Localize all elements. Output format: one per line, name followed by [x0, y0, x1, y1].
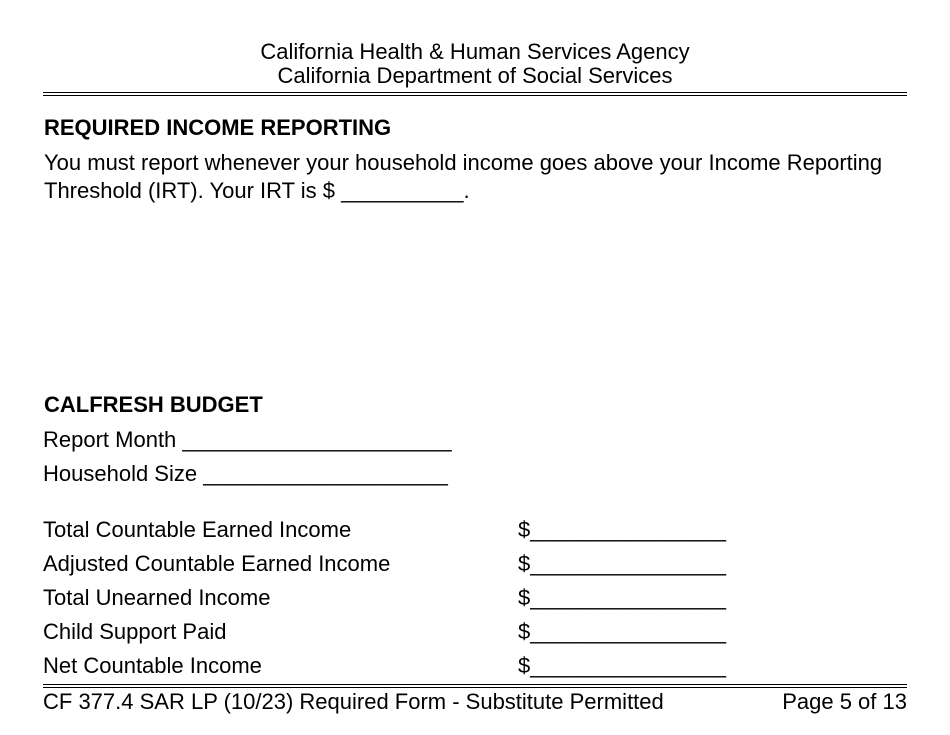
form-identifier: CF 377.4 SAR LP (10/23) Required Form - Substitute Permitted [43, 689, 664, 714]
household-size-label: Household Size ____________________ [43, 461, 448, 486]
budget-row-label: Child Support Paid [43, 619, 227, 644]
budget-row-value: $________________ [518, 551, 727, 576]
report-month-label: Report Month ______________________ [43, 427, 452, 452]
household-size-field [43, 461, 448, 487]
budget-row-label: Adjusted Countable Earned Income [43, 551, 391, 576]
department-name: California Department of Social Services [277, 63, 673, 88]
report-month-field [43, 427, 452, 453]
budget-row-value: $________________ [518, 585, 727, 610]
income-reporting-text: You must report whenever your household income goes above your Income Reporting Threshold (IRT). Your IRT is $ __________. [44, 150, 883, 203]
page-number: Page 5 of 13 [782, 689, 907, 714]
budget-row-value: $________________ [518, 517, 727, 542]
agency-name: California Health & Human Services Agency [260, 39, 690, 64]
footer-divider-top [43, 684, 907, 685]
footer-divider-bottom [43, 687, 907, 688]
header-divider-top [43, 92, 907, 93]
budget-row-label: Total Unearned Income [43, 585, 271, 610]
budget-row-value: $________________ [518, 619, 727, 644]
budget-row-value: $________________ [518, 653, 727, 678]
budget-row-label: Total Countable Earned Income [43, 517, 352, 542]
header-divider-bottom [43, 95, 907, 96]
calfresh-budget-title: CALFRESH BUDGET [44, 392, 263, 417]
budget-row-label: Net Countable Income [43, 653, 262, 678]
income-reporting-title: REQUIRED INCOME REPORTING [44, 115, 392, 140]
page-header [0, 40, 950, 88]
